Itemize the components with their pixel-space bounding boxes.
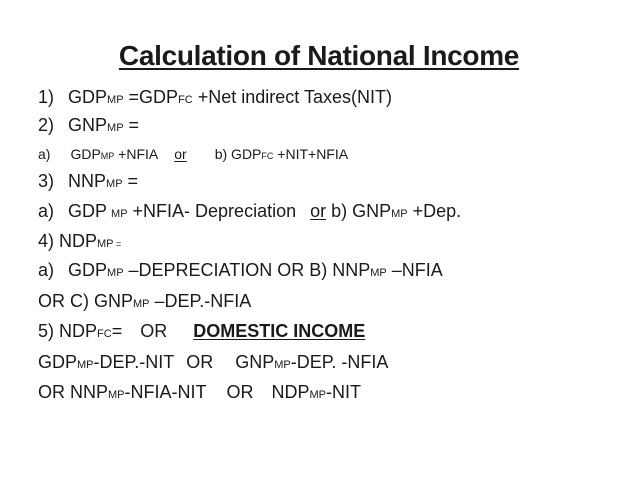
or-connector: OR xyxy=(140,321,168,341)
subscript: MP xyxy=(107,267,124,279)
or-connector: or xyxy=(174,146,187,162)
term-ndp: 4) NDP xyxy=(38,231,98,251)
term-gdp: GDP xyxy=(68,201,108,221)
formula-line-3 xyxy=(38,143,348,167)
formula-line-11 xyxy=(38,381,361,406)
term-gdp: GDP xyxy=(38,352,78,372)
or-connector: OR xyxy=(186,352,214,372)
term-gnp: GNP xyxy=(68,115,108,135)
term: b) GNP xyxy=(326,201,392,221)
subscript: MP xyxy=(133,298,150,310)
formula-line-2 xyxy=(38,114,139,139)
term-gdp: GDP xyxy=(68,87,108,107)
subscript: MP xyxy=(107,94,124,106)
subscript: MP xyxy=(106,178,123,190)
term: = xyxy=(122,171,139,191)
subscript: FC xyxy=(261,151,274,161)
subscript: MP xyxy=(108,389,125,401)
term-nnp: NNP xyxy=(68,171,107,191)
or-connector: OR xyxy=(226,382,254,402)
slide-title: Calculation of National Income xyxy=(118,40,520,71)
term: -NFIA-NIT xyxy=(124,382,207,402)
term-gdp: GDP xyxy=(70,146,101,162)
formula-line-7 xyxy=(38,259,443,284)
term: +NIT+NFIA xyxy=(273,146,349,162)
term-nnp: OR NNP xyxy=(38,382,109,402)
formula-line-6 xyxy=(38,230,121,255)
formula-line-10 xyxy=(38,351,388,376)
formula-line-5 xyxy=(38,200,461,225)
item-number: 1) xyxy=(38,87,55,107)
term: –NFIA xyxy=(386,260,443,280)
term: +Net indirect Taxes(NIT) xyxy=(192,87,392,107)
term-gnp: OR C) GNP xyxy=(38,291,134,311)
term: –DEPRECIATION OR B) NNP xyxy=(123,260,371,280)
subscript: MP xyxy=(274,359,291,371)
term: = xyxy=(111,321,123,341)
domestic-income-label: DOMESTIC INCOME xyxy=(193,321,366,341)
term: -NIT xyxy=(326,382,362,402)
subscript: MP xyxy=(107,122,124,134)
term: = xyxy=(123,115,140,135)
term: -DEP.-NIT xyxy=(93,352,175,372)
item-letter: a) xyxy=(38,146,51,162)
term: =GDP xyxy=(123,87,179,107)
term-gnp: GNP xyxy=(235,352,275,372)
term-ndp: 5) NDP xyxy=(38,321,98,341)
formula-line-4 xyxy=(38,170,138,195)
subscript: FC xyxy=(97,328,112,340)
term: +NFIA- Depreciation xyxy=(127,201,297,221)
subscript: MP xyxy=(370,267,387,279)
subscript: MP xyxy=(111,208,128,220)
subscript: FC xyxy=(178,94,193,106)
subscript: MP xyxy=(100,151,115,161)
formula-line-8 xyxy=(38,290,251,315)
or-connector: or xyxy=(310,201,327,221)
subscript: MP xyxy=(77,359,94,371)
item-letter: a) xyxy=(38,201,55,221)
term: = xyxy=(113,239,122,249)
subscript: MP xyxy=(309,389,327,401)
formula-line-9 xyxy=(38,320,365,345)
term-gdp: GDP xyxy=(68,260,108,280)
term: –DEP.-NFIA xyxy=(149,291,252,311)
term: +NFIA xyxy=(114,146,159,162)
term: b) GDP xyxy=(214,146,262,162)
subscript: MP xyxy=(97,238,114,250)
term: +Dep. xyxy=(407,201,462,221)
term-ndp: NDP xyxy=(271,382,310,402)
formula-line-1 xyxy=(38,86,392,111)
subscript: MP xyxy=(391,208,408,220)
item-number: 2) xyxy=(38,115,55,135)
item-number: 3) xyxy=(38,171,55,191)
item-letter: a) xyxy=(38,260,55,280)
term: -DEP. -NFIA xyxy=(290,352,389,372)
